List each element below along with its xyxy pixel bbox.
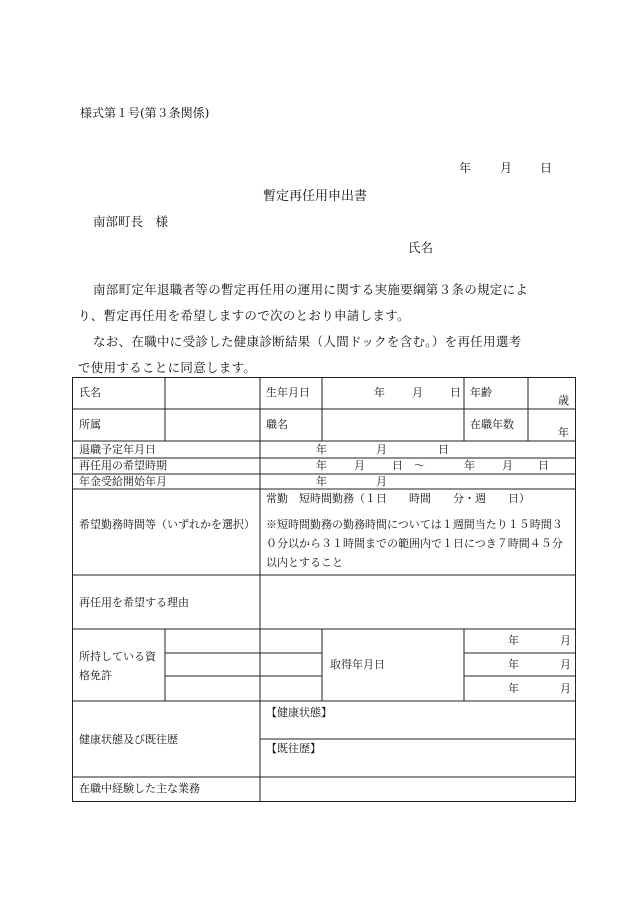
form-number-label: 様式第１号(第３条関係)	[80, 106, 210, 120]
years-served-label: 在職年数	[470, 418, 514, 431]
health-status-label: 【健康状態】	[266, 706, 332, 719]
license-1-year-unit: 年	[508, 634, 519, 647]
addressee: 南部町長 様	[93, 214, 169, 229]
date-year-label: 年	[459, 161, 472, 175]
document-title: 暫定再任用申出書	[262, 189, 367, 204]
retirement-day-unit: 日	[438, 443, 449, 456]
license-3-year-unit: 年	[508, 682, 519, 695]
application-table	[72, 377, 576, 802]
period-end-year-unit: 年	[464, 459, 475, 472]
reappointment-period-label: 再任用の希望時期	[79, 459, 167, 472]
paragraph-1-line-2: り、暫定再任用を希望しますので次のとおり申請します。	[78, 308, 410, 323]
period-end-day-unit: 日	[538, 459, 549, 472]
pension-month-unit: 月	[376, 475, 387, 488]
license-3-month-unit: 月	[560, 682, 571, 695]
years-served-unit: 年	[558, 426, 569, 439]
reason-label: 再任用を希望する理由	[79, 596, 189, 609]
pension-start-label: 年金受給開始年月	[79, 475, 167, 488]
paragraph-2-line-2: で使用することに同意します。	[78, 360, 257, 375]
department-label: 所属	[79, 418, 101, 431]
date-day-label: 日	[540, 161, 553, 175]
name-label: 氏名	[79, 386, 101, 399]
work-hours-label: 希望勤務時間等（いずれかを選択）	[79, 518, 255, 531]
work-hours-options: 常勤 短時間勤務（１日 時間 分・週 日）	[266, 492, 530, 505]
date-month-label: 月	[500, 161, 513, 175]
medical-history-label: 【既往歴】	[266, 742, 321, 755]
birth-date-label: 生年月日	[266, 386, 310, 399]
position-label: 職名	[266, 418, 288, 431]
age-label: 年齢	[470, 386, 492, 399]
health-label: 健康状態及び既往歴	[79, 733, 178, 746]
period-start-month-unit: 月	[354, 459, 365, 472]
birth-year-unit: 年	[374, 386, 385, 399]
period-start-year-unit: 年	[316, 459, 327, 472]
applicant-name-label: 氏名	[408, 240, 434, 255]
paragraph-2-line-1: なお、在職中に受診した健康診断結果（人間ドックを含む。）を再任用選考	[93, 334, 522, 349]
period-wave-dash: ～	[414, 459, 425, 472]
age-unit: 歳	[558, 394, 569, 407]
retirement-year-unit: 年	[316, 443, 327, 456]
license-1-month-unit: 月	[560, 634, 571, 647]
license-label: 所持している資格免許	[79, 650, 156, 682]
period-start-day-unit: 日	[392, 459, 403, 472]
birth-day-unit: 日	[450, 386, 461, 399]
license-2-month-unit: 月	[560, 658, 571, 671]
retirement-date-label: 退職予定年月日	[79, 443, 156, 456]
retirement-month-unit: 月	[376, 443, 387, 456]
birth-month-unit: 月	[412, 386, 423, 399]
license-2-year-unit: 年	[508, 658, 519, 671]
acquired-date-label: 取得年月日	[330, 658, 385, 671]
pension-year-unit: 年	[316, 475, 327, 488]
work-hours-note: ※短時間勤務の勤務時間については１週間当たり１５時間３０分以から３１時間までの範囲内で１日につき７時間４５分以内とすること	[266, 518, 563, 569]
period-end-month-unit: 月	[502, 459, 513, 472]
paragraph-1-line-1: 南部町定年退職者等の暫定再任用の運用に関する実施要綱第３条の規定によ	[93, 282, 529, 297]
main-duties-label: 在職中経験した主な業務	[79, 782, 200, 795]
